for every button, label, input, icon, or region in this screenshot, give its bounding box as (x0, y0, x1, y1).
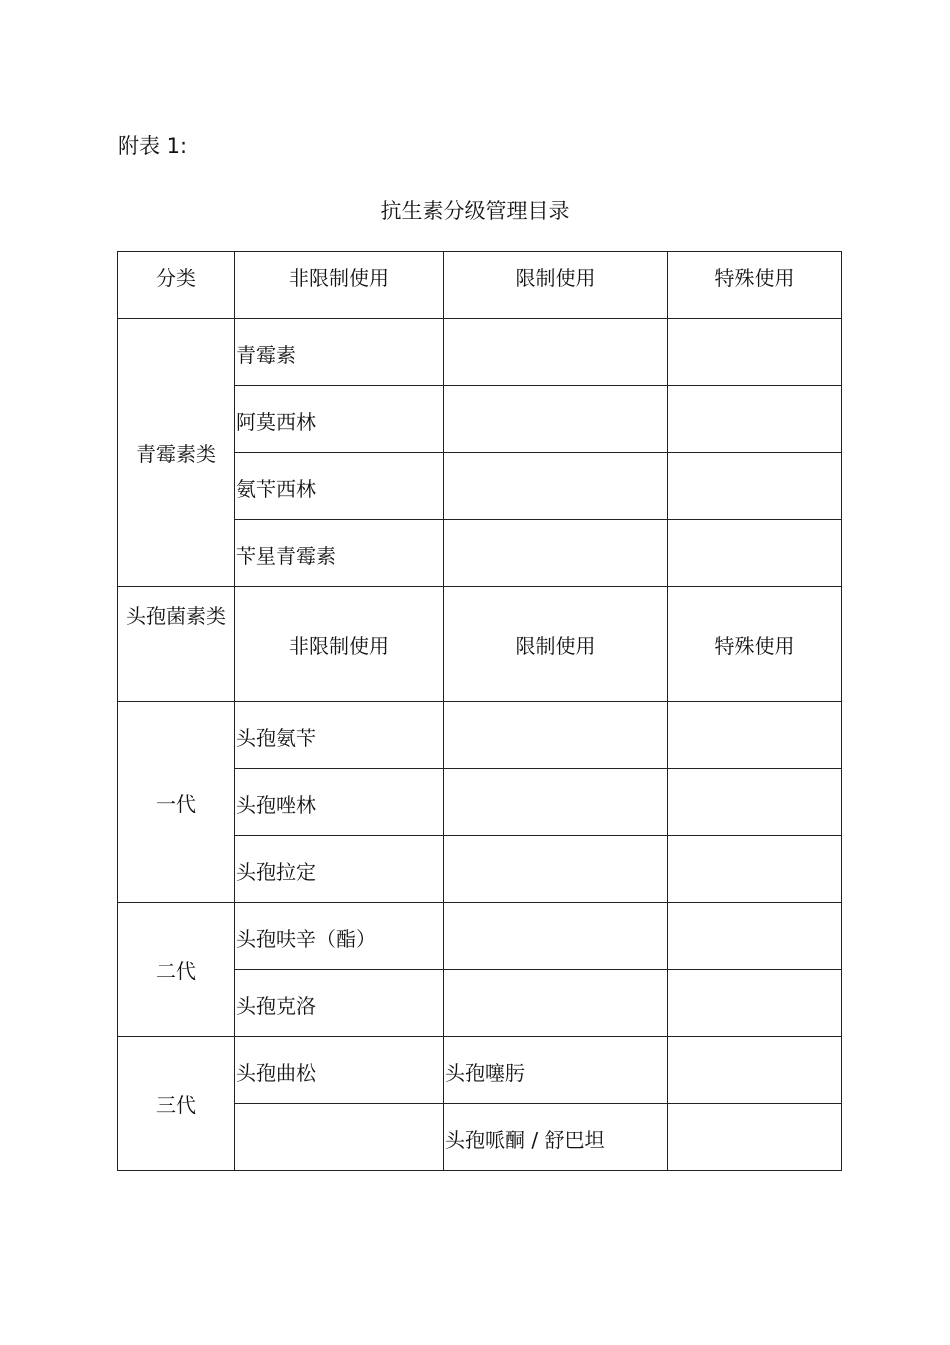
drug-cell: 头孢哌酮 / 舒巴坦 (444, 1104, 668, 1171)
category-cephalosporin: 头孢菌素类 (118, 587, 235, 702)
table-row (118, 1037, 842, 1104)
cephalosporin-header-row (118, 587, 842, 702)
appendix-label: 附表 1: (118, 134, 188, 158)
category-gen1: 一代 (118, 702, 235, 903)
category-gen3: 三代 (118, 1037, 235, 1171)
drug-cell: 头孢曲松 (235, 1037, 444, 1104)
header-special: 特殊使用 (668, 252, 842, 319)
drug-cell: 头孢拉定 (235, 836, 444, 903)
antibiotic-table (117, 251, 842, 1171)
drug-cell: 头孢克洛 (235, 970, 444, 1037)
ceph-header-special: 特殊使用 (668, 587, 842, 702)
table-header-row (118, 252, 842, 319)
drug-cell: 头孢氨苄 (235, 702, 444, 769)
category-penicillin: 青霉素类 (118, 319, 235, 587)
table-row (118, 319, 842, 386)
ceph-header-unrestricted: 非限制使用 (235, 587, 444, 702)
drug-cell: 头孢呋辛（酯） (235, 903, 444, 970)
drug-cell: 苄星青霉素 (235, 520, 444, 587)
ceph-header-restricted: 限制使用 (444, 587, 668, 702)
drug-cell: 氨苄西林 (235, 453, 444, 520)
category-gen2: 二代 (118, 903, 235, 1037)
page-title: 抗生素分级管理目录 (380, 199, 570, 223)
table-row (118, 702, 842, 769)
header-restricted: 限制使用 (444, 252, 668, 319)
drug-cell: 头孢噻肟 (444, 1037, 668, 1104)
drug-cell: 青霉素 (235, 319, 444, 386)
header-category: 分类 (118, 252, 235, 319)
table-row (118, 903, 842, 970)
drug-cell: 头孢唑林 (235, 769, 444, 836)
drug-cell: 阿莫西林 (235, 386, 444, 453)
header-unrestricted: 非限制使用 (235, 252, 444, 319)
